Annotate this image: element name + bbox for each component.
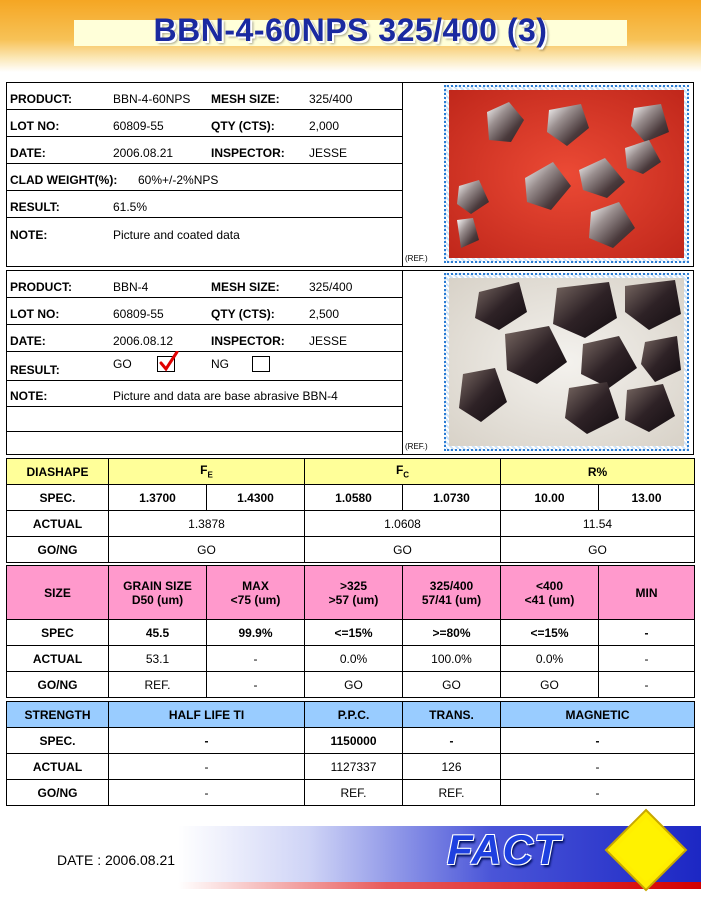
- result-label: RESULT:: [10, 363, 60, 377]
- product-label: PRODUCT:: [10, 92, 72, 106]
- spec-cell: 1.0580: [305, 485, 403, 511]
- lot-value: 60809-55: [113, 307, 164, 321]
- inspector-label: INSPECTOR:: [211, 146, 285, 160]
- spec-cell: -: [501, 728, 695, 754]
- date-label: DATE:: [10, 146, 46, 160]
- note-label: NOTE:: [10, 389, 48, 403]
- ng-label: NG: [211, 357, 229, 371]
- actual-cell: 11.54: [501, 511, 695, 537]
- product-value: BBN-4-60NPS: [113, 92, 191, 106]
- qty-label: QTY (CTS):: [211, 119, 275, 133]
- actual-cell: -: [109, 754, 305, 780]
- gong-cell: REF.: [403, 780, 501, 806]
- base-grains-photo-frame: [444, 273, 689, 451]
- base-grains-photo: [449, 278, 684, 446]
- actual-cell: 1.0608: [305, 511, 501, 537]
- coated-product-section: [6, 82, 694, 267]
- spec-cell: 10.00: [501, 485, 599, 511]
- result-label: RESULT:: [10, 200, 60, 214]
- spec-cell: 1.3700: [109, 485, 207, 511]
- half-life-header: HALF LIFE TI: [109, 702, 305, 728]
- gong-label: GO/NG: [7, 780, 109, 806]
- spec-label: SPEC.: [7, 485, 109, 511]
- product-label: PRODUCT:: [10, 280, 72, 294]
- go-checkbox[interactable]: [157, 356, 175, 372]
- strength-table: [6, 701, 695, 806]
- section-divider: [402, 83, 403, 266]
- gong-label: GO/NG: [7, 672, 109, 698]
- gong-cell: REF.: [305, 780, 403, 806]
- inspector-value: JESSE: [309, 146, 348, 160]
- note-value: Picture and data are base abrasive BBN-4: [113, 389, 338, 403]
- gong-cell: GO: [403, 672, 501, 698]
- mesh-size-label: MESH SIZE:: [211, 280, 280, 294]
- spec-cell: >=80%: [403, 620, 501, 646]
- clad-weight-value: 60%+/-2%NPS: [138, 173, 219, 187]
- result-value: 61.5%: [113, 200, 148, 214]
- actual-label: ACTUAL: [7, 754, 109, 780]
- qty-value: 2,000: [309, 119, 340, 133]
- product-value: BBN-4: [113, 280, 149, 294]
- qty-value: 2,500: [309, 307, 340, 321]
- ng-checkbox[interactable]: [252, 356, 270, 372]
- go-label: GO: [113, 357, 132, 371]
- blank-row: [7, 407, 402, 432]
- qty-label: QTY (CTS):: [211, 307, 275, 321]
- fe-header: $F_E$: [109, 459, 305, 485]
- gong-cell: -: [501, 780, 695, 806]
- ppc-header: P.P.C.: [305, 702, 403, 728]
- spec-cell: -: [109, 728, 305, 754]
- size-col-header: MIN: [599, 566, 695, 620]
- gong-cell: -: [207, 672, 305, 698]
- gong-cell: GO: [109, 537, 305, 563]
- gong-cell: -: [599, 672, 695, 698]
- actual-cell: -: [207, 646, 305, 672]
- clad-weight-label: CLAD WEIGHT(%):: [10, 173, 118, 187]
- gong-label: GO/NG: [7, 537, 109, 563]
- gong-cell: GO: [501, 672, 599, 698]
- actual-cell: 0.0%: [305, 646, 403, 672]
- inspector-label: INSPECTOR:: [211, 334, 285, 348]
- spec-label: SPEC.: [7, 728, 109, 754]
- page-title: BBN-4-60NPS 325/400 (3): [153, 12, 548, 48]
- strength-header: STRENGTH: [7, 702, 109, 728]
- gong-cell: GO: [305, 537, 501, 563]
- date-value: 2006.08.21: [113, 146, 174, 160]
- coated-grains-photo-frame: [444, 85, 689, 263]
- actual-cell: 0.0%: [501, 646, 599, 672]
- size-col-header: GRAIN SIZE D50 (um): [109, 566, 207, 620]
- actual-cell: 126: [403, 754, 501, 780]
- checkmark-icon: [158, 351, 180, 373]
- inspector-value: JESSE: [309, 334, 348, 348]
- spec-cell: 13.00: [599, 485, 695, 511]
- trans-header: TRANS.: [403, 702, 501, 728]
- footer-date: DATE : 2006.08.21: [57, 852, 176, 868]
- r-percent-header: R%: [501, 459, 695, 485]
- size-col-header: <400 <41 (um): [501, 566, 599, 620]
- spec-cell: <=15%: [305, 620, 403, 646]
- gong-cell: GO: [305, 672, 403, 698]
- actual-cell: -: [599, 646, 695, 672]
- ref-label: (REF.): [405, 442, 428, 451]
- date-value: 2006.08.12: [113, 334, 174, 348]
- spec-cell: <=15%: [501, 620, 599, 646]
- spec-cell: 1.0730: [403, 485, 501, 511]
- spec-cell: 99.9%: [207, 620, 305, 646]
- size-table: [6, 565, 695, 698]
- lot-label: LOT NO:: [10, 119, 60, 133]
- spec-cell: -: [599, 620, 695, 646]
- mesh-size-label: MESH SIZE:: [211, 92, 280, 106]
- base-abrasive-section: [6, 270, 694, 455]
- diashape-table: [6, 458, 695, 563]
- actual-label: ACTUAL: [7, 511, 109, 537]
- gong-cell: -: [109, 780, 305, 806]
- size-header: SIZE: [7, 566, 109, 620]
- actual-cell: -: [501, 754, 695, 780]
- section-divider: [402, 271, 403, 454]
- fc-header: $F_C$: [305, 459, 501, 485]
- size-col-header: MAX <75 (um): [207, 566, 305, 620]
- note-value: Picture and coated data: [113, 228, 240, 242]
- diashape-header: DIASHAPE: [7, 459, 109, 485]
- gong-cell: GO: [501, 537, 695, 563]
- spec-cell: 1.4300: [207, 485, 305, 511]
- note-label: NOTE:: [10, 228, 48, 242]
- magnetic-header: MAGNETIC: [501, 702, 695, 728]
- spec-cell: -: [403, 728, 501, 754]
- spec-cell: 45.5: [109, 620, 207, 646]
- diamond-logo-icon: [604, 808, 688, 892]
- size-col-header: 325/400 57/41 (um): [403, 566, 501, 620]
- spec-label: SPEC: [7, 620, 109, 646]
- date-label: DATE:: [10, 334, 46, 348]
- ref-label: (REF.): [405, 254, 428, 263]
- fact-logo: FACT: [447, 826, 561, 873]
- spec-cell: 1150000: [305, 728, 403, 754]
- actual-cell: 100.0%: [403, 646, 501, 672]
- actual-cell: 1.3878: [109, 511, 305, 537]
- mesh-size-value: 325/400: [309, 92, 353, 106]
- actual-cell: 1127337: [305, 754, 403, 780]
- size-col-header: >325 >57 (um): [305, 566, 403, 620]
- actual-cell: 53.1: [109, 646, 207, 672]
- lot-value: 60809-55: [113, 119, 164, 133]
- gong-cell: REF.: [109, 672, 207, 698]
- actual-label: ACTUAL: [7, 646, 109, 672]
- mesh-size-value: 325/400: [309, 280, 353, 294]
- coated-grains-photo: [449, 90, 684, 258]
- lot-label: LOT NO:: [10, 307, 60, 321]
